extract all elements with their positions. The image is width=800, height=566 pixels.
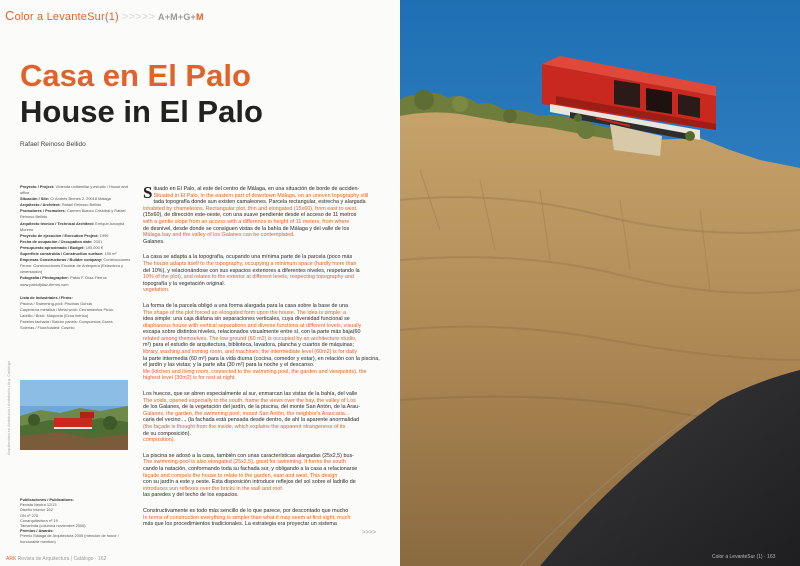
credit-value: Construcciones Fernor. Construcciones Escobar de Antequera (Estructura y cimentación) xyxy=(20,257,131,275)
credit-value: 2001 xyxy=(93,238,103,244)
publication-item: Conarquitectura nº 19 xyxy=(20,517,58,523)
credit-label: Arquitecto técnico / Technical Architect: xyxy=(20,220,95,226)
credit-value: Enrique Azcoytia Moreno xyxy=(20,220,125,232)
paragraph-text-es: m²) para el estudio de arquitectura, biblioteca, lavadora, plancha y cuartos de máquinas; xyxy=(143,342,354,349)
publication-item: ON nº 275 xyxy=(20,512,39,518)
credit-value: C/ Andrés Brenes 2. 29018 Málaga xyxy=(50,196,111,202)
publication-item: Revista Neutra 12/13 xyxy=(20,502,57,508)
folio-right-page: 163 xyxy=(767,554,776,560)
paragraph-text-es: ituado en El Palo, al este del centro de Málaga, en una situación de borde de acciden- xyxy=(153,186,360,192)
publication-item: Diseño Interior 162 xyxy=(20,507,53,513)
paragraph-text-es: Los huecos, que se abren especialmente al sur, enmarcan las vistas de la bahía, del valle xyxy=(143,391,358,398)
credit-row xyxy=(20,275,132,287)
paragraph-text-es: de su composición). xyxy=(143,430,191,437)
paragraph-text-es: escapa sobre distintos niveles, relacionados visualmente entre sí, con la parte más baja(60 xyxy=(143,329,361,336)
series-tag-prefix: A+M+G+ xyxy=(158,12,196,22)
folio-right-text: Color a LevanteSur (1) xyxy=(712,554,763,560)
publication-item: Tamarinda (columna noviembre 2006) xyxy=(20,523,86,529)
drop-cap: S xyxy=(143,183,153,202)
article-body xyxy=(143,183,383,537)
paragraph-text-es: la parte intermedia (60 m²) para la vida diurna (cocina, comedor y estar), en relación con la piscina, el jardín y las vistas; y la parte alta (30 m²) para la noche y el descanso. xyxy=(143,355,380,369)
paragraph-text-en: library, washing and ironing room, and machines; the intermediate level (60m2) is for daily xyxy=(143,349,358,356)
award-item: Premio Málaga de Arquitectura 2005 (mención de honor / honourable mention) xyxy=(20,533,119,544)
folio-page: 162 xyxy=(97,556,107,562)
article-title-es: Casa en El Palo xyxy=(20,58,251,93)
paragraph-text-es: La forma de la parcela obligó a una forma alargada para la casa sobre la base de una xyxy=(143,302,348,309)
credit-label: Presupuesto aproximado / Budget: xyxy=(20,244,85,250)
paragraph-text-es: idea simple: una caja diáfana sin separaciones verticales, cuya diversidad funcional se xyxy=(143,316,350,323)
paragraph-text-es: del 10%), y relacionándose con sus espacios exteriores a diferentes niveles, respetando la xyxy=(143,267,360,274)
paragraph-text-es: (15x60), de dirección este-oeste, con una suave pendiente desde el acceso de 11 metros xyxy=(143,212,357,219)
credit-value: 150 m² xyxy=(104,251,117,257)
paragraph-text-es: Constructivamente es todo más sencillo de lo que parece, por descontado que mucho xyxy=(143,507,349,514)
industry-item: Paneles fachada / Balcón panels: Compuestos Gurea xyxy=(20,318,113,324)
publications-label: Publicaciones / Publications: xyxy=(20,497,74,502)
credit-value: 195.000 € xyxy=(85,244,104,250)
paragraph-text-en: In terms of construction everything is simpler than what it may seem at first sight, much xyxy=(143,514,351,521)
credit-row xyxy=(20,208,132,220)
paragraph-text-es: topografía y la vegetación original. xyxy=(143,280,226,287)
house-photo-image xyxy=(400,0,800,566)
paragraph-text-en: The voids, opened especially to the south, frame the views over the bay, the valley of Los xyxy=(143,397,356,404)
credit-value: Vivienda unifamiliar y estudio / House and office xyxy=(20,184,128,196)
paragraph-text-en: diaphanous house with vertical separations and diverse functions at different levels, visually xyxy=(143,322,362,329)
article-author: Rafael Reinoso Bellido xyxy=(20,141,86,148)
paragraph-text-es: Galanes. xyxy=(143,238,165,245)
paragraph-text-en: related among themselves. The low ground (60 m2) is occupied by an architecture studio, xyxy=(143,335,357,342)
credit-row xyxy=(20,184,132,196)
paragraph-text-es: La piscina se adosó a la casa, también con unas características alargadas (25x2,5) bus- xyxy=(143,452,354,459)
credit-label: Fotografía / Photographer: xyxy=(20,275,70,281)
folio-text: Revista de Arquitectura | Catálogo xyxy=(17,556,94,562)
paragraph-text-en: vegetation. xyxy=(143,287,170,294)
series-tag-last: M xyxy=(195,12,204,22)
article-title-en: House in El Palo xyxy=(20,94,263,129)
paragraph-text-en: Galanes, the garden, the swimming pool, mount San Antón, the neighbor's Araucaria... xyxy=(143,410,350,417)
credit-label: Superficie construida / Construction surface: xyxy=(20,251,104,257)
paragraph-text-en: composition). xyxy=(143,437,176,444)
paragraph-text-en: Situated in El Palo, in the eastern part of downtown Málaga, on an uneven topography still xyxy=(153,192,369,199)
body-paragraph xyxy=(143,453,383,499)
paragraph-text-es: de desnivel, desde donde se consiguen vistas de la bahía de Málaga y del valle de los xyxy=(143,225,350,232)
body-paragraph xyxy=(143,508,383,528)
paragraph-text-en: façade and compels the house to relate to the garden, east and west. This design xyxy=(143,472,338,479)
series-tag xyxy=(158,12,204,22)
paragraph-text-es: cando la natación, conformando toda su fachada sur, y obligando a la casa a relacionarse xyxy=(143,465,358,472)
paragraph-text-es: tada topografía donde aun existen camaleones. Parcela rectangular, estrecha y alargada xyxy=(153,199,366,206)
credit-label: Promotores / Promoters: xyxy=(20,208,66,214)
paragraph-text-en: Málaga bay and the valley of los Galanes can be contemplated. xyxy=(143,232,295,239)
paragraph-text-en: (the façade is thought from the inside, which explains the apparent strangeness of its xyxy=(143,424,346,430)
paragraph-text-es: de los Galanes, de la vegetación del jardín, de la piscina, del monte San Antón, de la Arau- xyxy=(143,404,360,411)
paragraph-text-en: The swimming-pool is also elongated (25x2,5), good for swimming. It forms the south xyxy=(143,459,346,466)
project-credits xyxy=(20,184,132,331)
body-paragraph xyxy=(143,183,383,245)
industry-item: Ladrillo / Brick: Maqueda (Ecoa Ibérica) xyxy=(20,312,89,318)
credit-label: Empresas Constructoras / Builder company: xyxy=(20,257,103,263)
folio-right: Color a LevanteSur (1) · 163 xyxy=(712,554,776,560)
industries-title-text: Lista de Industriales / Firms: xyxy=(20,294,73,300)
industry-item: Piscina / Swimming-pool: Piscinas Gurida xyxy=(20,300,92,306)
credit-label: Proyecto de ejecución / Execution Project: xyxy=(20,232,99,238)
paragraph-text-es: las paredes y del techo de los espacios. xyxy=(143,492,239,499)
paragraph-text-es: caria del vecino..., (la fachada está pensada desde dentro, de ahí la aparente anormalidad xyxy=(143,417,360,424)
credit-row xyxy=(20,257,132,275)
series-arrows: >>>>> xyxy=(121,11,156,23)
house-photo xyxy=(400,0,800,566)
series-header xyxy=(5,8,204,23)
credit-value: Pablo F. Díaz-Fierros www.pablofjdiaz-fierros.com xyxy=(20,275,107,287)
body-paragraph xyxy=(143,303,383,382)
side-credit: Arquitectura en Andalucía / Andalucía | Arq. Catálogo xyxy=(6,360,11,455)
series-number: (1) xyxy=(104,11,119,23)
folio-brand: ARK xyxy=(6,556,17,562)
credit-row xyxy=(20,221,132,233)
credit-value: Rafael Reinoso Bellido xyxy=(61,202,102,208)
body-paragraph xyxy=(143,254,383,294)
folio-left: ARK Revista de Arquitectura | Catálogo · 162 xyxy=(6,556,107,562)
series-initial: C xyxy=(5,8,15,23)
site-photo xyxy=(20,380,128,450)
credit-value: Carmen Blanco Cristóbal y Rafael Reinoso Bellido xyxy=(20,208,126,220)
continue-marker: >>>> xyxy=(362,530,377,536)
publications xyxy=(20,497,132,544)
paragraph-text-es: más que los procedimientos tradicionales. La estrategia era proyectar un sistema xyxy=(143,521,337,528)
paragraph-text-en: introduces sun reflexes over the bricks in the wall and roof. xyxy=(143,485,284,492)
credit-label: Situación / Site: xyxy=(20,196,50,202)
credit-label: Fecha de ocupación / Occupation date: xyxy=(20,238,93,244)
paragraph-text-es: La casa se adapta a la topografía, ocupando una mínima parte de la parcela (poco más xyxy=(143,254,353,261)
credit-label: Arquitecto / Architect: xyxy=(20,202,61,208)
industry-item: Solerías / Floor/loaded: Cosmio xyxy=(20,325,75,331)
credit-label: Proyecto / Project: xyxy=(20,184,55,189)
series-name: olor a LevanteSur xyxy=(14,11,105,23)
industry-item: Carpintería metálica / Metal work: Cerramientos Picón xyxy=(20,306,114,312)
paragraph-text-en: inhabited by chameleons. Rectangular plot, thin and elongated (15x60), from east to west. xyxy=(143,205,358,212)
body-paragraph xyxy=(143,391,383,444)
awards-label: Premios / Awards: xyxy=(20,528,54,534)
paragraph-text-en: The shape of the plot forced an elongated form upon the house. The idea is simple: a xyxy=(143,309,347,316)
paragraph-text-en: The house adapts itself to the topography, occupying a minimum space (hardly more than xyxy=(143,260,357,267)
paragraph-text-en: with a gentle slope from an access with a difference in height of 11 meters, from where xyxy=(143,218,350,225)
paragraph-text-en: life (kitchen and living room, connected to the swimming pool, the garden and viewpoints), the highest level (30m2) is for rest at night. xyxy=(143,368,367,382)
credit-value: 1999 xyxy=(99,232,109,238)
paragraph-text-es: con su jardín a este y oeste. Esta disposición introduce reflejos del sol sobre el ladrillo de xyxy=(143,479,356,486)
paragraph-text-en: 10% of the plot), and relates to the exterior at different levels, respecting topography and xyxy=(143,274,354,281)
